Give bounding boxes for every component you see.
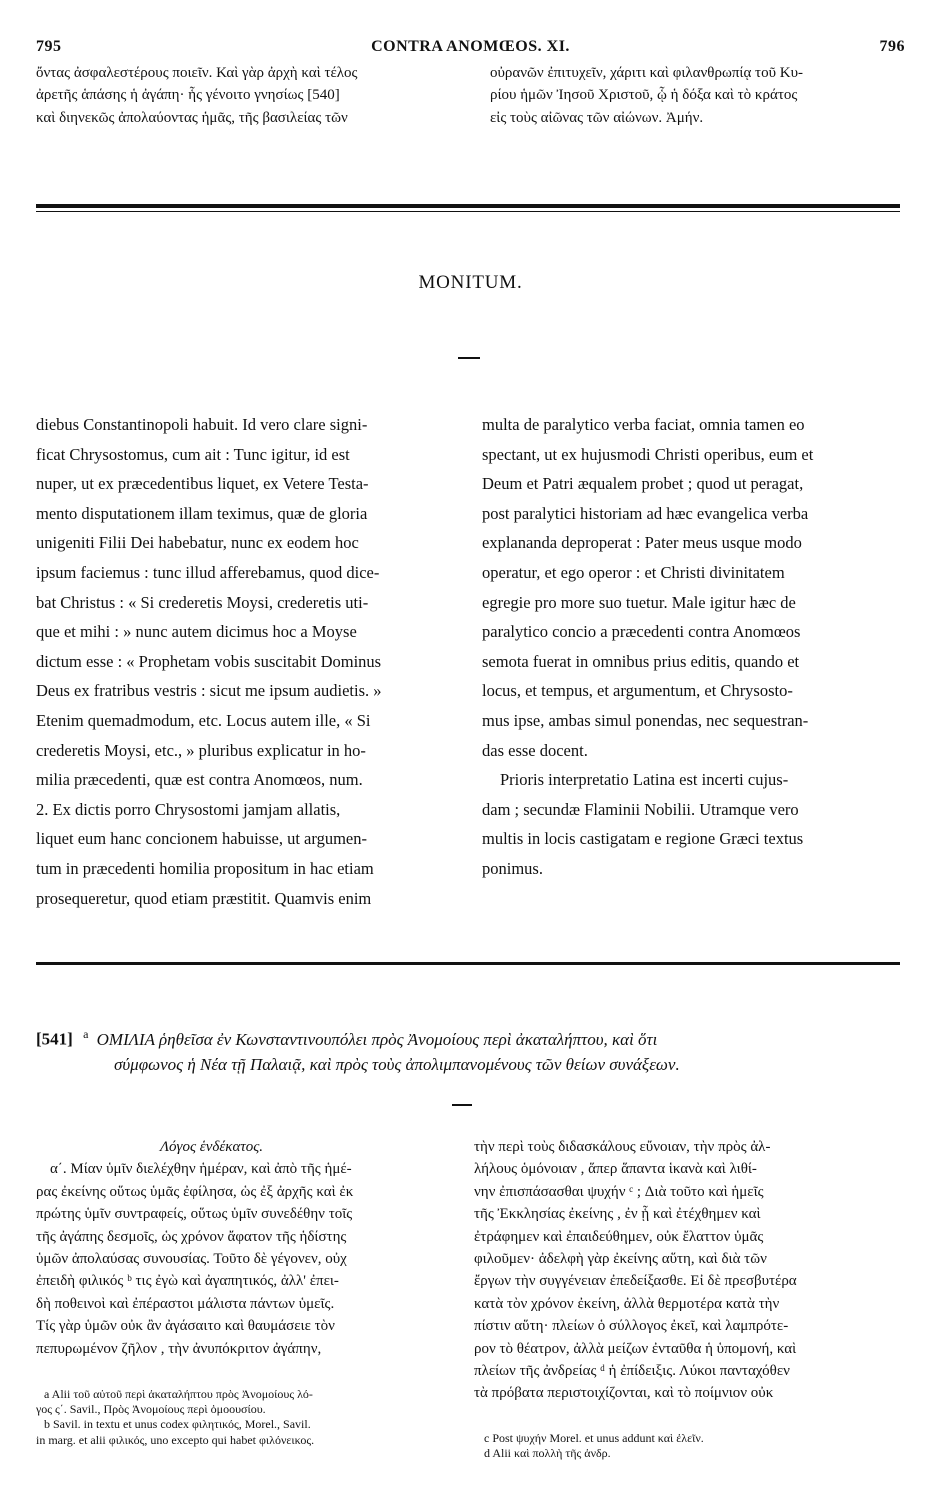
running-title: CONTRA ANOMŒOS. XI. <box>371 38 570 55</box>
text-line: bat Christus : « Si crederetis Moysi, crederetis uti- <box>36 592 369 612</box>
footnote: in marg. et alii φιλικός, uno excepto qui habet φιλόνεικος. <box>36 1432 315 1447</box>
text-line: semota fuerat in omnibus prius editis, quando et <box>482 651 800 671</box>
text-line: πεπυρωμένον ζῆλον , τὴν ἀνυπόκριτον ἀγάπην, <box>36 1340 322 1357</box>
text-line: ἐτράφημεν καὶ ἐπαιδεύθημεν, οὐκ ἔλαττον ὑμᾶς <box>474 1228 764 1245</box>
text-line: τῆς ἀγάπης δεσμοῖς, ὡς χρόνον ἄφατον τῆς ἡδίστης <box>36 1228 347 1245</box>
text-line: ἐπειδὴ φιλικός ᵇ τις ἐγὼ καὶ ἀγαπητικός, ἀλλ' ἐπει- <box>36 1273 339 1290</box>
page-number-left: 795 <box>36 38 62 55</box>
text-line: crederetis Moysi, etc., » pluribus explicatur in ho- <box>36 740 366 760</box>
text-line: ficat Chrysostomus, cum ait : Tunc igitur, id est <box>36 444 350 464</box>
section-rule <box>36 204 900 208</box>
monitum-left-column <box>36 410 456 913</box>
text-line: ὑμῶν ἀπολαύσας συνουσίας. Τοῦτο δὲ γέγονεν, οὐχ <box>36 1251 347 1268</box>
text-line: dam ; secundæ Flaminii Nobilii. Utramque vero <box>482 799 799 819</box>
text-line: mus ipse, ambas simul ponendas, nec sequestran- <box>482 710 809 730</box>
text-line: paralytico concio a præcedenti contra Anomœos <box>482 622 801 642</box>
text-line: Deum et Patri æqualem probet ; quod ut peragat, <box>482 474 804 494</box>
text-line: νην ἐπισπάσασθαι ψυχήν ᶜ ; Διὰ τοῦτο καὶ ἡμεῖς <box>474 1183 764 1200</box>
text-line: ρίου ἡμῶν Ἰησοῦ Χριστοῦ, ᾧ ἡ δόξα καὶ τὸ κράτος <box>490 87 798 104</box>
footnotes-left <box>36 1387 466 1448</box>
text-line: φιλοῦμεν· ἀδελφὴ γὰρ ἐκείνης αὕτη, καὶ διὰ τῶν <box>474 1251 767 1268</box>
text-line: Prioris interpretatio Latina est incerti cujus- <box>500 770 789 790</box>
text-line: mento disputationem illam teximus, quæ de gloria <box>36 503 368 523</box>
text-line: τῆς Ἐκκλησίας ἐκείνης , ἐν ᾗ καὶ ἐτέχθημεν καὶ <box>474 1206 761 1223</box>
text-line: ρον τὸ θέατρον, ἀλλὰ μείζων ἐνταῦθα ἡ ὑπομονή, καὶ <box>474 1340 797 1357</box>
text-line: locus, et tempus, et argumentum, et Chrysosto- <box>482 681 793 701</box>
greek-left-column <box>36 1136 466 1360</box>
text-line: unigeniti Filii Dei habebatur, nunc ex eodem hoc <box>36 533 359 553</box>
text-line: εἰς τοὺς αἰῶνας τῶν αἰώνων. Ἀμήν. <box>490 109 704 126</box>
text-line: ὄντας ἀσφαλεστέρους ποιεῖν. Καὶ γὰρ ἀρχὴ καὶ τέλος <box>36 65 358 81</box>
greek-right-column <box>474 1136 904 1405</box>
homily-heading <box>36 1022 902 1077</box>
text-line: κατὰ τὸν χρόνον ἐκείνη, ἀλλὰ θερμοτέρα κατὰ τὴν <box>474 1295 780 1312</box>
text-line: nuper, ut ex præcedentibus liquet, ex Vetere Testa- <box>36 474 369 494</box>
heading-dash <box>452 1104 472 1106</box>
footnote: c Post ψυχήν Morel. et unus addunt καὶ ἐλεῖν. <box>484 1431 704 1445</box>
text-line: ponimus. <box>482 858 543 878</box>
section-rule-thin <box>36 211 900 212</box>
text-line: Deus ex fratribus vestris : sicut me ipsum audietis. » <box>36 681 382 701</box>
text-line: post paralytici historiam ad hæc evangelica verba <box>482 503 809 523</box>
text-line: que et mihi : » nunc autem dicimus hoc a Moyse <box>36 622 357 642</box>
text-line: πρώτης ὑμῖν συντραφείς, οὕτως ὑμῖν συνεδέθην τοῖς <box>36 1206 353 1223</box>
footnote: d Alii καὶ πολλὴ τῆς ἀνδρ. <box>484 1446 611 1461</box>
homily-title-line-2: σύμφωνος ἡ Νέα τῇ Παλαιᾷ, καὶ πρὸς τοὺς ἀπολιμπανομένους τῶν θείων συνάξεων. <box>114 1054 680 1074</box>
text-line: spectant, ut ex hujusmodi Christi operibus, eum et <box>482 444 814 464</box>
text-line: operatur, et ego operor : et Christi divinitatem <box>482 562 785 582</box>
footnotes-right <box>484 1431 904 1461</box>
text-line: milia præcedenti, quæ est contra Anomœos, num. <box>36 770 363 790</box>
text-line: diebus Constantinopoli habuit. Id vero clare signi- <box>36 415 368 434</box>
text-line: Etenim quemadmodum, etc. Locus autem ille, « Si <box>36 710 371 730</box>
text-line: δὴ ποθεινοὶ καὶ ἐπέραστοι μάλιστα πάντων ὑμεῖς. <box>36 1295 335 1312</box>
text-line: egregie pro more suo tuetur. Male igitur hæc de <box>482 592 796 612</box>
text-line: tum in præcedenti homilia propositum in hac etiam <box>36 858 374 878</box>
text-line: dictum esse : « Prophetam vobis suscitabit Dominus <box>36 651 382 671</box>
text-line: Τίς γὰρ ὑμῶν οὐκ ἂν ἀγάσαιτο καὶ θαυμάσειε τὸν <box>36 1318 335 1335</box>
page-marker: [541] <box>36 1029 73 1049</box>
footnote: a Alii τοῦ αὐτοῦ περὶ ἀκαταλήπτου πρὸς Ἀνομοίους λό- <box>44 1387 313 1401</box>
monitum-title: MONITUM. <box>418 272 523 293</box>
text-line: das esse docent. <box>482 740 588 760</box>
footnote: b Savil. in textu et unus codex φιλητικός, Morel., Savil. <box>44 1417 311 1432</box>
section-heading: Λόγος ἑνδέκατος. <box>160 1139 264 1155</box>
text-line: ρας ἐκείνης οὕτως ὑμᾶς ἐφίλησα, ὡς ἐξ ἀρχῆς καὶ ἐκ <box>36 1183 354 1200</box>
text-line: ipsum faciemus : tunc illud afferebamus, quod dice- <box>36 562 380 582</box>
footnote: γος ς΄. Savil., Πρὸς Ἀνομοίους περὶ ὁμοουσίου. <box>36 1402 266 1417</box>
text-line: πίστιν αὕτη· πλείων ὁ σύλλογος ἐκεῖ, καὶ λαμπρότε- <box>474 1318 789 1335</box>
text-line: λήλους ὁμόνοιαν , ἅπερ ἅπαντα ἱκανὰ καὶ λιθί- <box>474 1161 757 1178</box>
homily-title-line-1: ΟΜΙΛΙΑ ῥηθεῖσα ἐν Κωνσταντινουπόλει πρὸς Ἀνομοίους περὶ ἀκαταλήπτου, καὶ ὅτι <box>96 1029 658 1049</box>
footnote-mark: a <box>83 1027 89 1041</box>
page-number-right: 796 <box>879 38 905 55</box>
section-rule-2 <box>36 962 900 965</box>
text-line: α΄. Μίαν ὑμῖν διελέχθην ἡμέραν, καὶ ἀπὸ τῆς ἡμέ- <box>50 1161 352 1178</box>
text-line: liquet eum hanc concionem habuisse, ut argumen- <box>36 829 367 849</box>
text-line: τὴν περὶ τοὺς διδασκάλους εὔνοιαν, τὴν πρὸς ἀλ- <box>474 1139 771 1155</box>
text-line: τὰ πρόβατα περιστοιχίζονται, καὶ τὸ ποίμνιον οὐκ <box>474 1385 774 1402</box>
text-line: ἔργων τὴν συγγένειαν ἐπεδείξασθε. Εἰ δὲ πρεσβυτέρα <box>474 1273 797 1290</box>
text-line: καὶ διηνεκῶς ἀπολαύοντας ἡμᾶς, τῆς βασιλείας τῶν <box>36 109 348 126</box>
title-dash <box>458 357 480 359</box>
text-line: 2. Ex dictis porro Chrysostomi jamjam allatis, <box>36 799 341 819</box>
text-line: ἀρετῆς ἁπάσης ἡ ἀγάπη· ἧς γένοιτο γνησίως [540] <box>36 87 340 104</box>
text-line: explananda deproperat : Pater meus usque modo <box>482 533 802 553</box>
text-line: οὐρανῶν ἐπιτυχεῖν, χάριτι καὶ φιλανθρωπίᾳ τοῦ Κυ- <box>490 65 804 81</box>
text-line: πλείων τῆς ἀνδρείας ᵈ ἡ ἐπίδειξις. Λύκοι πανταχόθεν <box>474 1363 790 1380</box>
top-greek-right <box>490 62 910 129</box>
text-line: multis in locis castigatam e regione Græci textus <box>482 829 804 849</box>
text-line: prosequeretur, quod etiam præstitit. Quamvis enim <box>36 888 372 908</box>
monitum-right-column <box>482 410 902 884</box>
top-greek-left <box>36 62 462 129</box>
text-line: multa de paralytico verba faciat, omnia tamen eo <box>482 415 805 434</box>
